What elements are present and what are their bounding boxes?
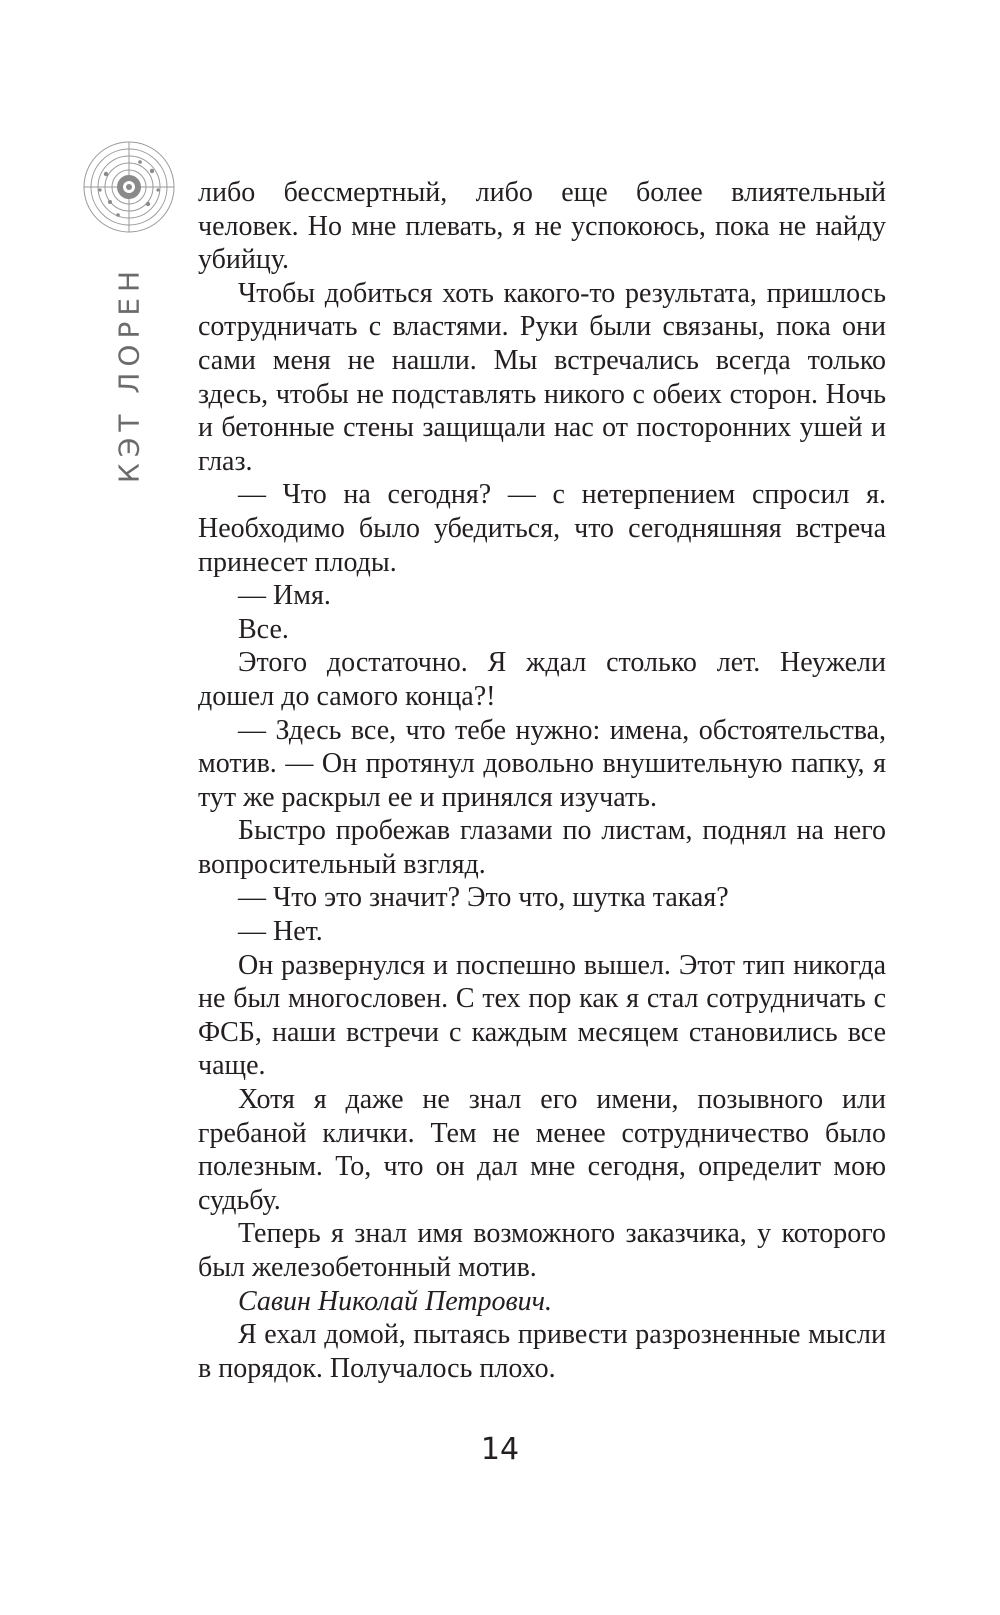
page-number: 14 — [480, 1432, 520, 1467]
paragraph: Я ехал домой, пытаясь привести разрозненные мысли в порядок. Получалось плохо. — [198, 1319, 886, 1384]
paragraph-italic: Савин Николай Петрович. — [238, 1285, 553, 1317]
paragraph: Он развернулся и поспешно вышел. Этот тип никогда не был многословен. С тех пор как я стал сотрудничать с ФСБ, наши встречи с каждым месяцем становились все чаще. — [198, 949, 886, 1082]
paragraph: — Что на сегодня? — с нетерпением спросил я. Необходимо было убедиться, что сегодняшняя встреча принесет плоды. — [198, 479, 886, 578]
paragraph: Хотя я даже не знал его имени, позывного или гребаной клички. Тем не менее сотрудничество было полезным. То, что он дал мне сегодня, определит мою судьбу. — [198, 1084, 886, 1216]
author-name: КЭТ ЛОРЕН — [112, 264, 146, 484]
paragraph: Этого достаточно. Я ждал столько лет. Неужели дошел до самого конца?! — [198, 647, 886, 712]
paragraph: Все. — [238, 613, 289, 645]
paragraph: — Что это значит? Это что, шутка такая? — [238, 882, 729, 914]
paragraph: — Нет. — [238, 916, 323, 948]
paragraph: Чтобы добиться хоть какого-то результата, пришлось сотрудничать с властями. Руки были связаны, пока они сами меня не нашли. Мы встречались всегда только здесь, чтобы не подставлять никого с обеих сторон. Ночь и бетонные стены защищали нас от посторонних ушей и глаз. — [198, 277, 886, 477]
running-header-author — [106, 264, 152, 484]
paragraph: Теперь я знал имя возможного заказчика, у которого был железобетонный мотив. — [198, 1218, 886, 1283]
body-text — [198, 176, 886, 1385]
paragraph: либо бессмертный, либо еще более влиятельный человек. Но мне плевать, я не успокоюсь, пока не найду убийцу. — [198, 177, 886, 276]
paragraph: Быстро пробежав глазами по листам, поднял на него вопросительный взгляд. — [198, 815, 886, 880]
paragraph: — Имя. — [238, 580, 331, 612]
target-icon — [82, 140, 176, 234]
paragraph: — Здесь все, что тебе нужно: имена, обстоятельства, мотив. — Он протянул довольно внушительную папку, я тут же раскрыл ее и принялся изучать. — [198, 714, 886, 813]
